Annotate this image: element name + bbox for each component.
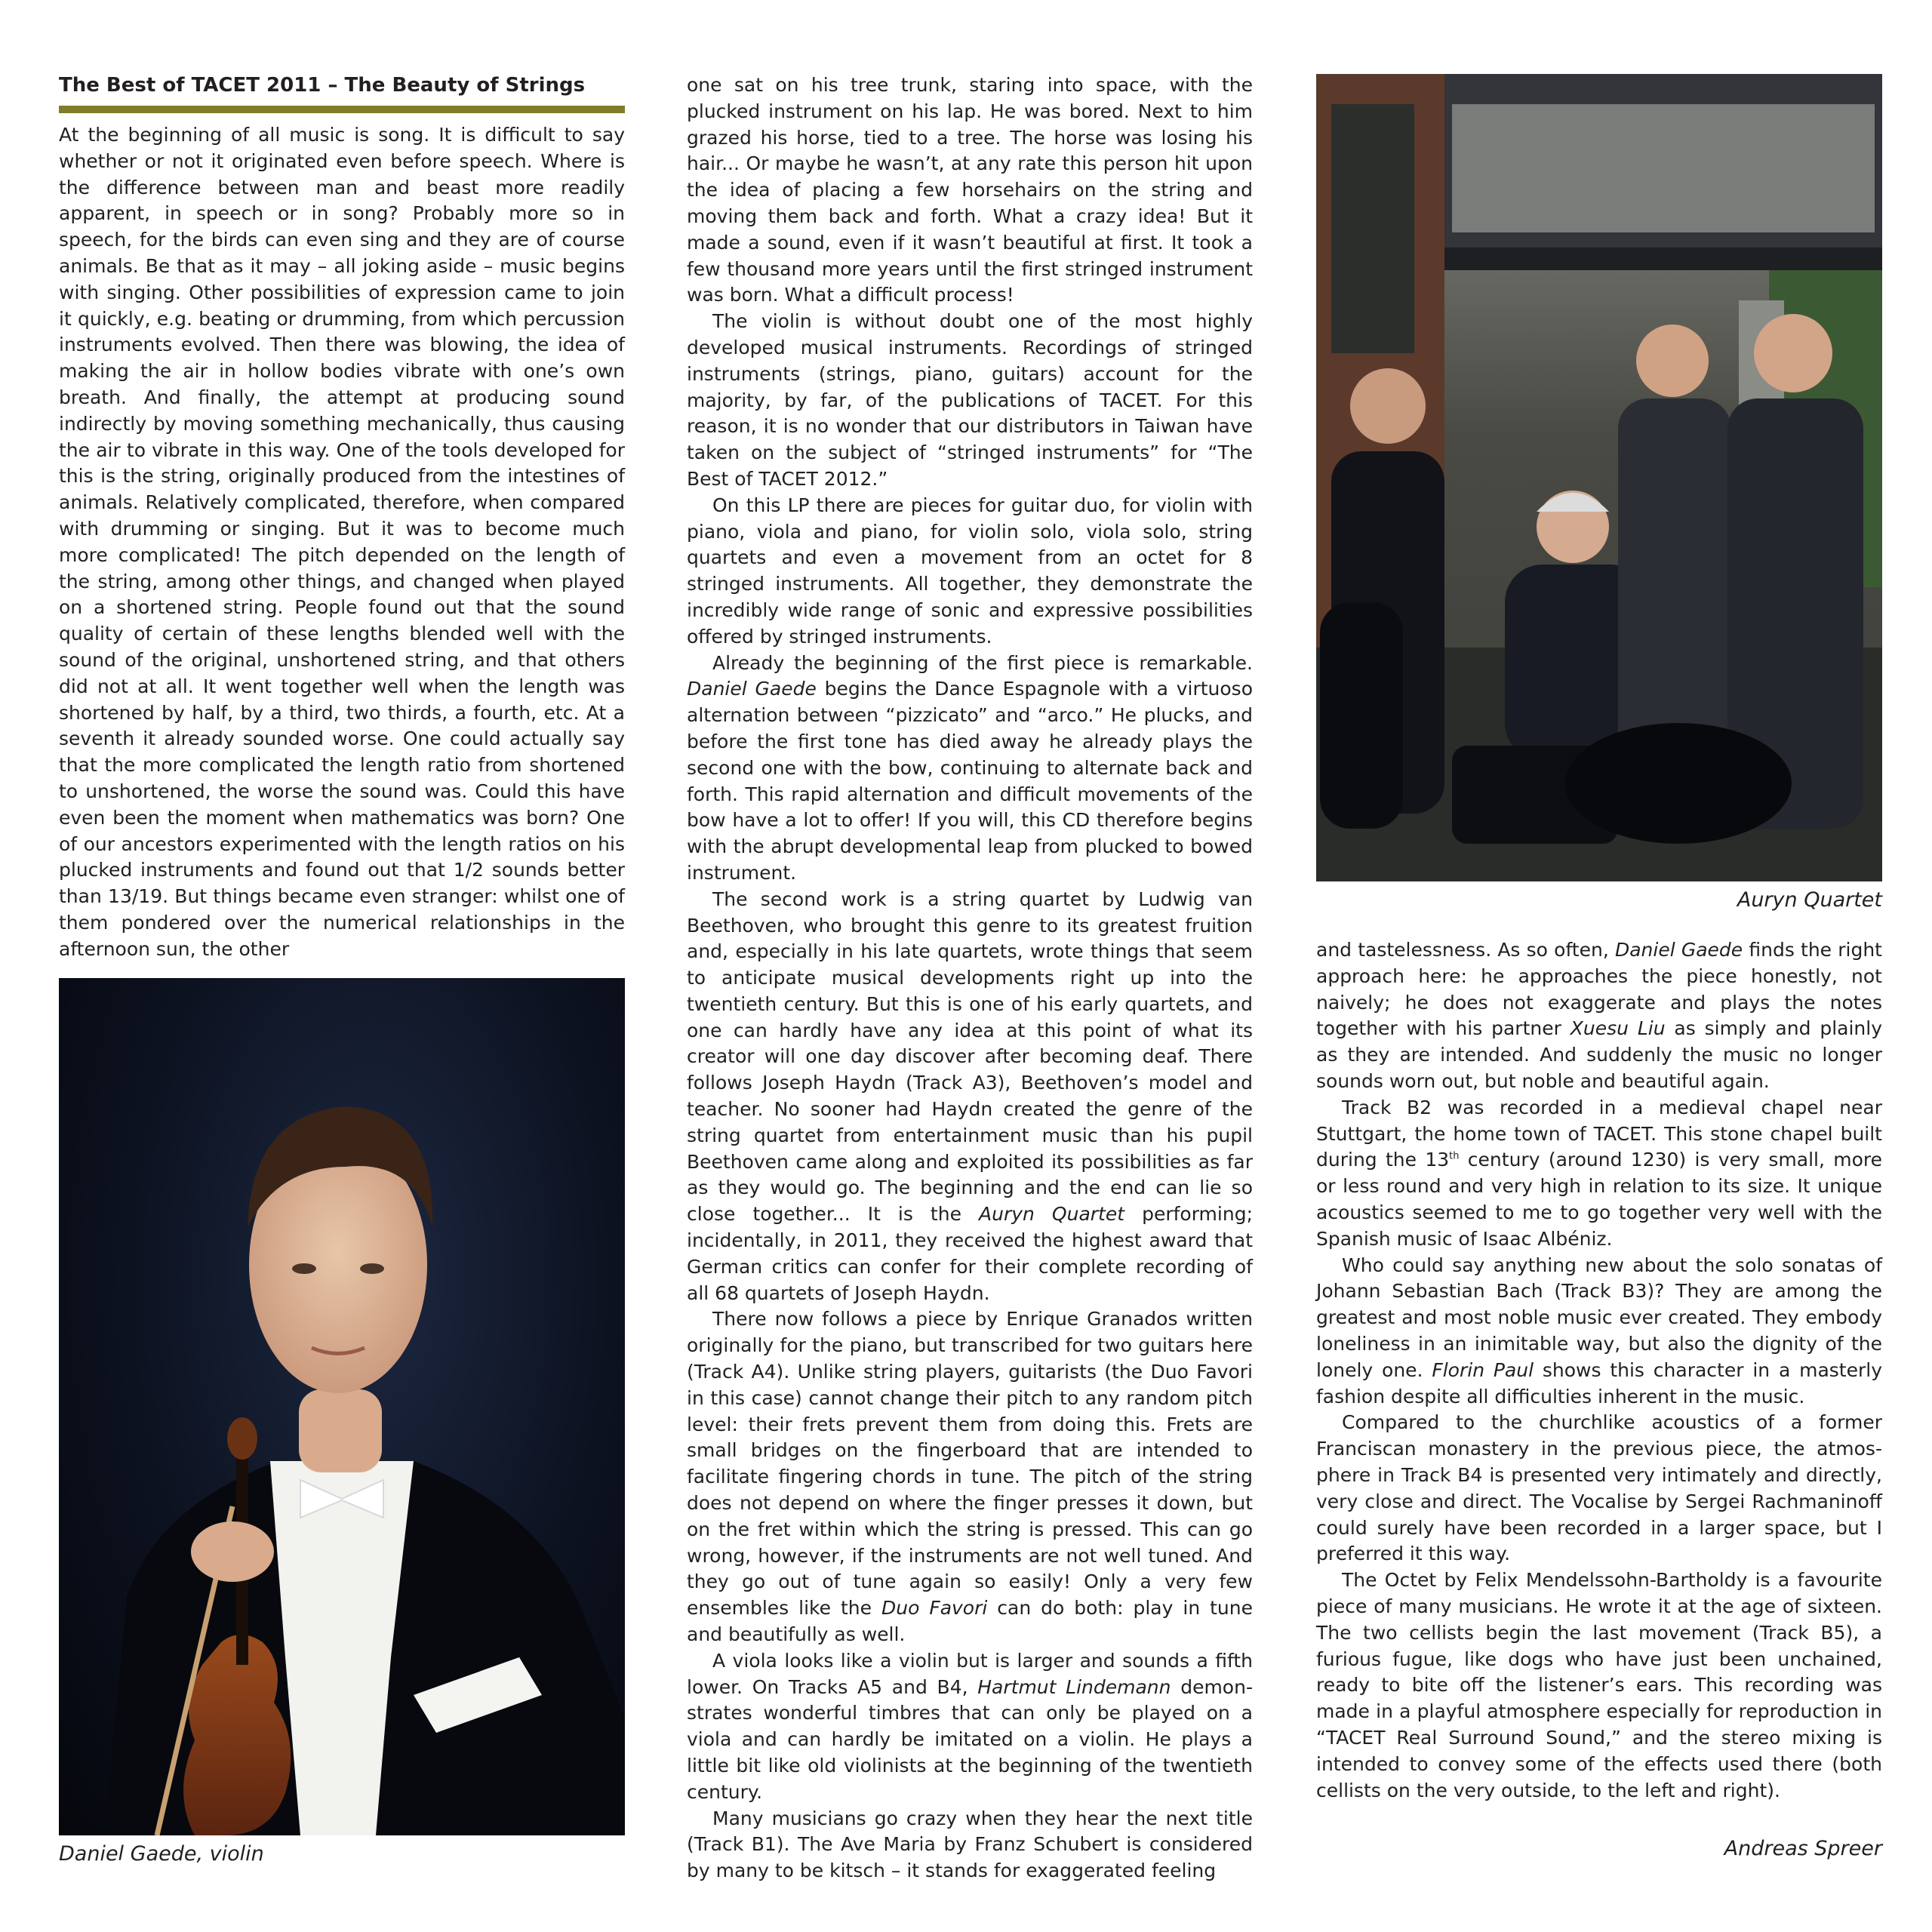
paragraph: Many musicians go crazy when they hear the next title (Track B1). The Ave Maria by Franz Schubert is considered by many to be kitsch – it stands for exaggerated feeling	[687, 1807, 1253, 1882]
violinist-caption: Daniel Gaede, violin	[59, 1842, 264, 1866]
quartet-photo	[1316, 74, 1882, 881]
paragraph: The violin is without doubt one of the most highly developed musical instruments. Recordings of stringed instruments (strings, piano, guitars) account for the majority, by far, of the publications of TACET. For this reason, it is no wonder that our distributors in Taiwan have taken on the subject of “stringed instruments” for “The Best of TACET 2012.”	[687, 310, 1253, 490]
performer-name: Xuesu Liu	[1570, 1017, 1666, 1040]
article-column-3	[1316, 937, 1882, 1804]
text-run: and tastelessness. As so often,	[1316, 939, 1615, 961]
text-run: can do both: play in tune and beautifully as well.	[687, 1597, 1253, 1646]
paragraph: Compared to the churchlike acoustics of a former Franciscan monastery in the previous piece, the atmosphere in Track B4 is presented very intimately and directly, very close and direct. The Vocalise by Sergei Rachmaninoff could surely have been recorded in a larger space, but I preferred it this way.	[1316, 1411, 1882, 1565]
paragraph: At the beginning of all music is song. It is difficult to say whether or not it originated even before speech. Where is the difference between man and beast more readily apparent, in speech or in song? Probably more so in speech, for the birds can even sing and they are of course animals. Be that as it may – all joking aside – music begins with singing. Other possibilities of expression came to join it quickly, e.g. beating or drumming, from which percussion instruments evolved. Then there was blowing, the idea of making the air in hollow bodies vibrate with one’s own breath. And finally, the attempt at producing sound indirectly by moving something mechanically, thus causing the air to vibrate in this way. One of the tools developed for this is the string, originally produced from the intestines of animals. Relatively complicated, therefore, when compared with drumming or singing. But it was to become much more complicated! The pitch depended on the length of the string, among other things, and changed when played on a shortened string. People found out that the sound quality of certain of these lengths blended well with the sound of the original, unshortened string, and that others did not at all. It went together well when the length was shortened by half, by a third, two thirds, a fourth, etc. At a seventh it already sounded worse. One could actually say that the more complicated the length ratio from shortened to unshortened, the worse the sound was. Could this have even been the moment when mathematics was born? One of our ancestors experimented with the length ratios on his plucked instruments and found out that 1/2 sounds better than 13/19. But things became even stranger: whilst one of them pondered over the numerical relationships in the afternoon sun, the other	[59, 124, 625, 960]
paragraph: one sat on his tree trunk, staring into space, with the plucked instrument on his lap. He was bored. Next to him grazed his horse, tied to a tree. The horse was losing his hair... Or maybe he wasn’t, at any rate this person hit upon the idea of placing a few horsehairs on the string and moving them back and forth. What a crazy idea! But it made a sound, even if it wasn’t beautiful at first. It took a few thousand more years until the first stringed instrument was born. What a difficult process!	[687, 74, 1253, 306]
paragraph	[1316, 1253, 1882, 1411]
ordinal-suffix: th	[1449, 1151, 1460, 1163]
text-run: Track B2 was recorded in a medieval chapel near Stuttgart, the home town of TACET. This stone chapel built during the 13	[1316, 1096, 1882, 1171]
paragraph	[687, 1306, 1253, 1647]
paragraph	[687, 651, 1253, 887]
text-run: Who could say anything new about the solo sonatas of Johann Sebastian Bach (Track B3)? They are among the greatest and most noble music ever created. They embody loneliness in an inimitable way, but also the dignity of the lonely one.	[1316, 1254, 1882, 1381]
text-run: finds the right approach here: he approaches the piece honestly, not naively; he does not exaggerate and plays the notes together with his partner	[1316, 939, 1882, 1040]
text-run: A viola looks like a violin but is larger and sounds a fifth lower. On Tracks A5 and B4,	[687, 1649, 1253, 1698]
paragraph	[1316, 937, 1882, 1095]
text-run: There now follows a piece by Enrique Granados written originally for the piano, but transcribed for two guitars here (Track A4). Unlike string players, guitarists (the Duo Favori in this case) cannot change their pitch to any random pitch level: their frets prevent them from doing this. Frets are small bridges on the fingerboard that are intended to facilitate fingering chords in tune. The pitch of the string does not depend on where the finger presses it down, but on the fret within which the string is pressed. This can go wrong, however, if the instruments are not well tuned. And they go out of tune again so easily! Only a very few ensembles like the	[687, 1308, 1253, 1620]
performer-name: Hartmut Lindemann	[977, 1675, 1171, 1698]
performer-name: Daniel Gaede	[687, 678, 817, 700]
title-bold: The Best of TACET 2011	[59, 74, 321, 97]
paragraph	[687, 1648, 1253, 1806]
text-run: begins the Dance Espagnole with a virtuoso alternation between “pizzicato” and “arco.” He plucks, and before the first tone has died away he already plays the second one with the bow, continuing to alternate back and forth. This rapid alternation and difficult movements of the bow have a lot to offer! If you will, this CD therefore begins with the abrupt developmental leap from plucked to bowed instrument.	[687, 678, 1253, 884]
text-run: century (around 1230) is very small, more or less round and very high in relation to its size. It unique acoustics seemed to me to go together very well with the Spanish music of Isaac Albéniz.	[1316, 1149, 1882, 1250]
text-run: shows this character in a masterly fashion despite all difficulties inherent in the music.	[1316, 1358, 1882, 1407]
text-run: demonstrates wonderful timbres that can only be played on a viola and can hardly be imitated on a violin. He plays a little bit like old violinists at the beginning of the twentieth century.	[687, 1675, 1253, 1803]
quartet-caption: Auryn Quartet	[1737, 888, 1882, 912]
text-run: performing; incidentally, in 2011, they received the highest award that German critics can confer for their complete recording of all 68 quartets of Joseph Haydn.	[687, 1203, 1253, 1304]
paragraph: On this LP there are pieces for guitar duo, for violin with piano, viola and piano, for violin solo, viola solo, string quartets and even a movement from an octet for 8 stringed instruments. All together, they demonstrate the incredibly wide range of sonic and expressive possibilities offered by stringed instruments.	[687, 494, 1253, 648]
author-signature: Andreas Spreer	[1724, 1837, 1882, 1860]
performer-name: Daniel Gaede	[1614, 939, 1743, 961]
paragraph	[687, 887, 1253, 1307]
performer-name: Florin Paul	[1432, 1358, 1534, 1381]
violinist-photo	[59, 978, 625, 1835]
text-run: Already the beginning of the first piece is remarkable.	[712, 651, 1253, 674]
text-run: as simply and plainly as they are intended. And suddenly the music no longer sounds worn out, but noble and beautiful again.	[1316, 1017, 1883, 1092]
text-run: The second work is a string quartet by Ludwig van Beethoven, who brought this genre to its greatest fruition and, especially in his late quartets, wrote things that seem to anticipate musical developments right up into the twentieth century. But this is one of his early quartets, and one can hardly have any idea at this point of what its creator will one day discover after becoming deaf. There follows Joseph Haydn (Track A3), Beethoven’s model and teacher. No sooner had Haydn created the genre of the string quartet from entertainment music than his pupil Beethoven came along and exploited its possibilities as far as they would go. The beginning and the end can lie so close together... It is the	[687, 888, 1253, 1226]
article-column-2	[687, 72, 1253, 1884]
article-title	[59, 72, 625, 98]
title-rule	[59, 106, 625, 113]
title-subtitle: – The Beauty of Strings	[321, 74, 586, 97]
paragraph: The Octet by Felix Mendelssohn-Bartholdy is a favourite piece of many musicians. He wrote it at the age of sixteen. The two cellists begin the last movement (Track B5), a furious fugue, like dogs who have just been unchained, ready to bite off the listener’s ears. This recording was made in a playful atmosphere especially for reproduction in “TACET Real Surround Sound,” and the stereo mixing is intended to convey some of the effects used there (both cellists on the very outside, to the left and right).	[1316, 1569, 1882, 1801]
paragraph	[1316, 1095, 1882, 1253]
article-column-1	[59, 72, 625, 963]
performer-name: Duo Favori	[881, 1597, 988, 1620]
performer-name: Auryn Quartet	[979, 1203, 1125, 1226]
